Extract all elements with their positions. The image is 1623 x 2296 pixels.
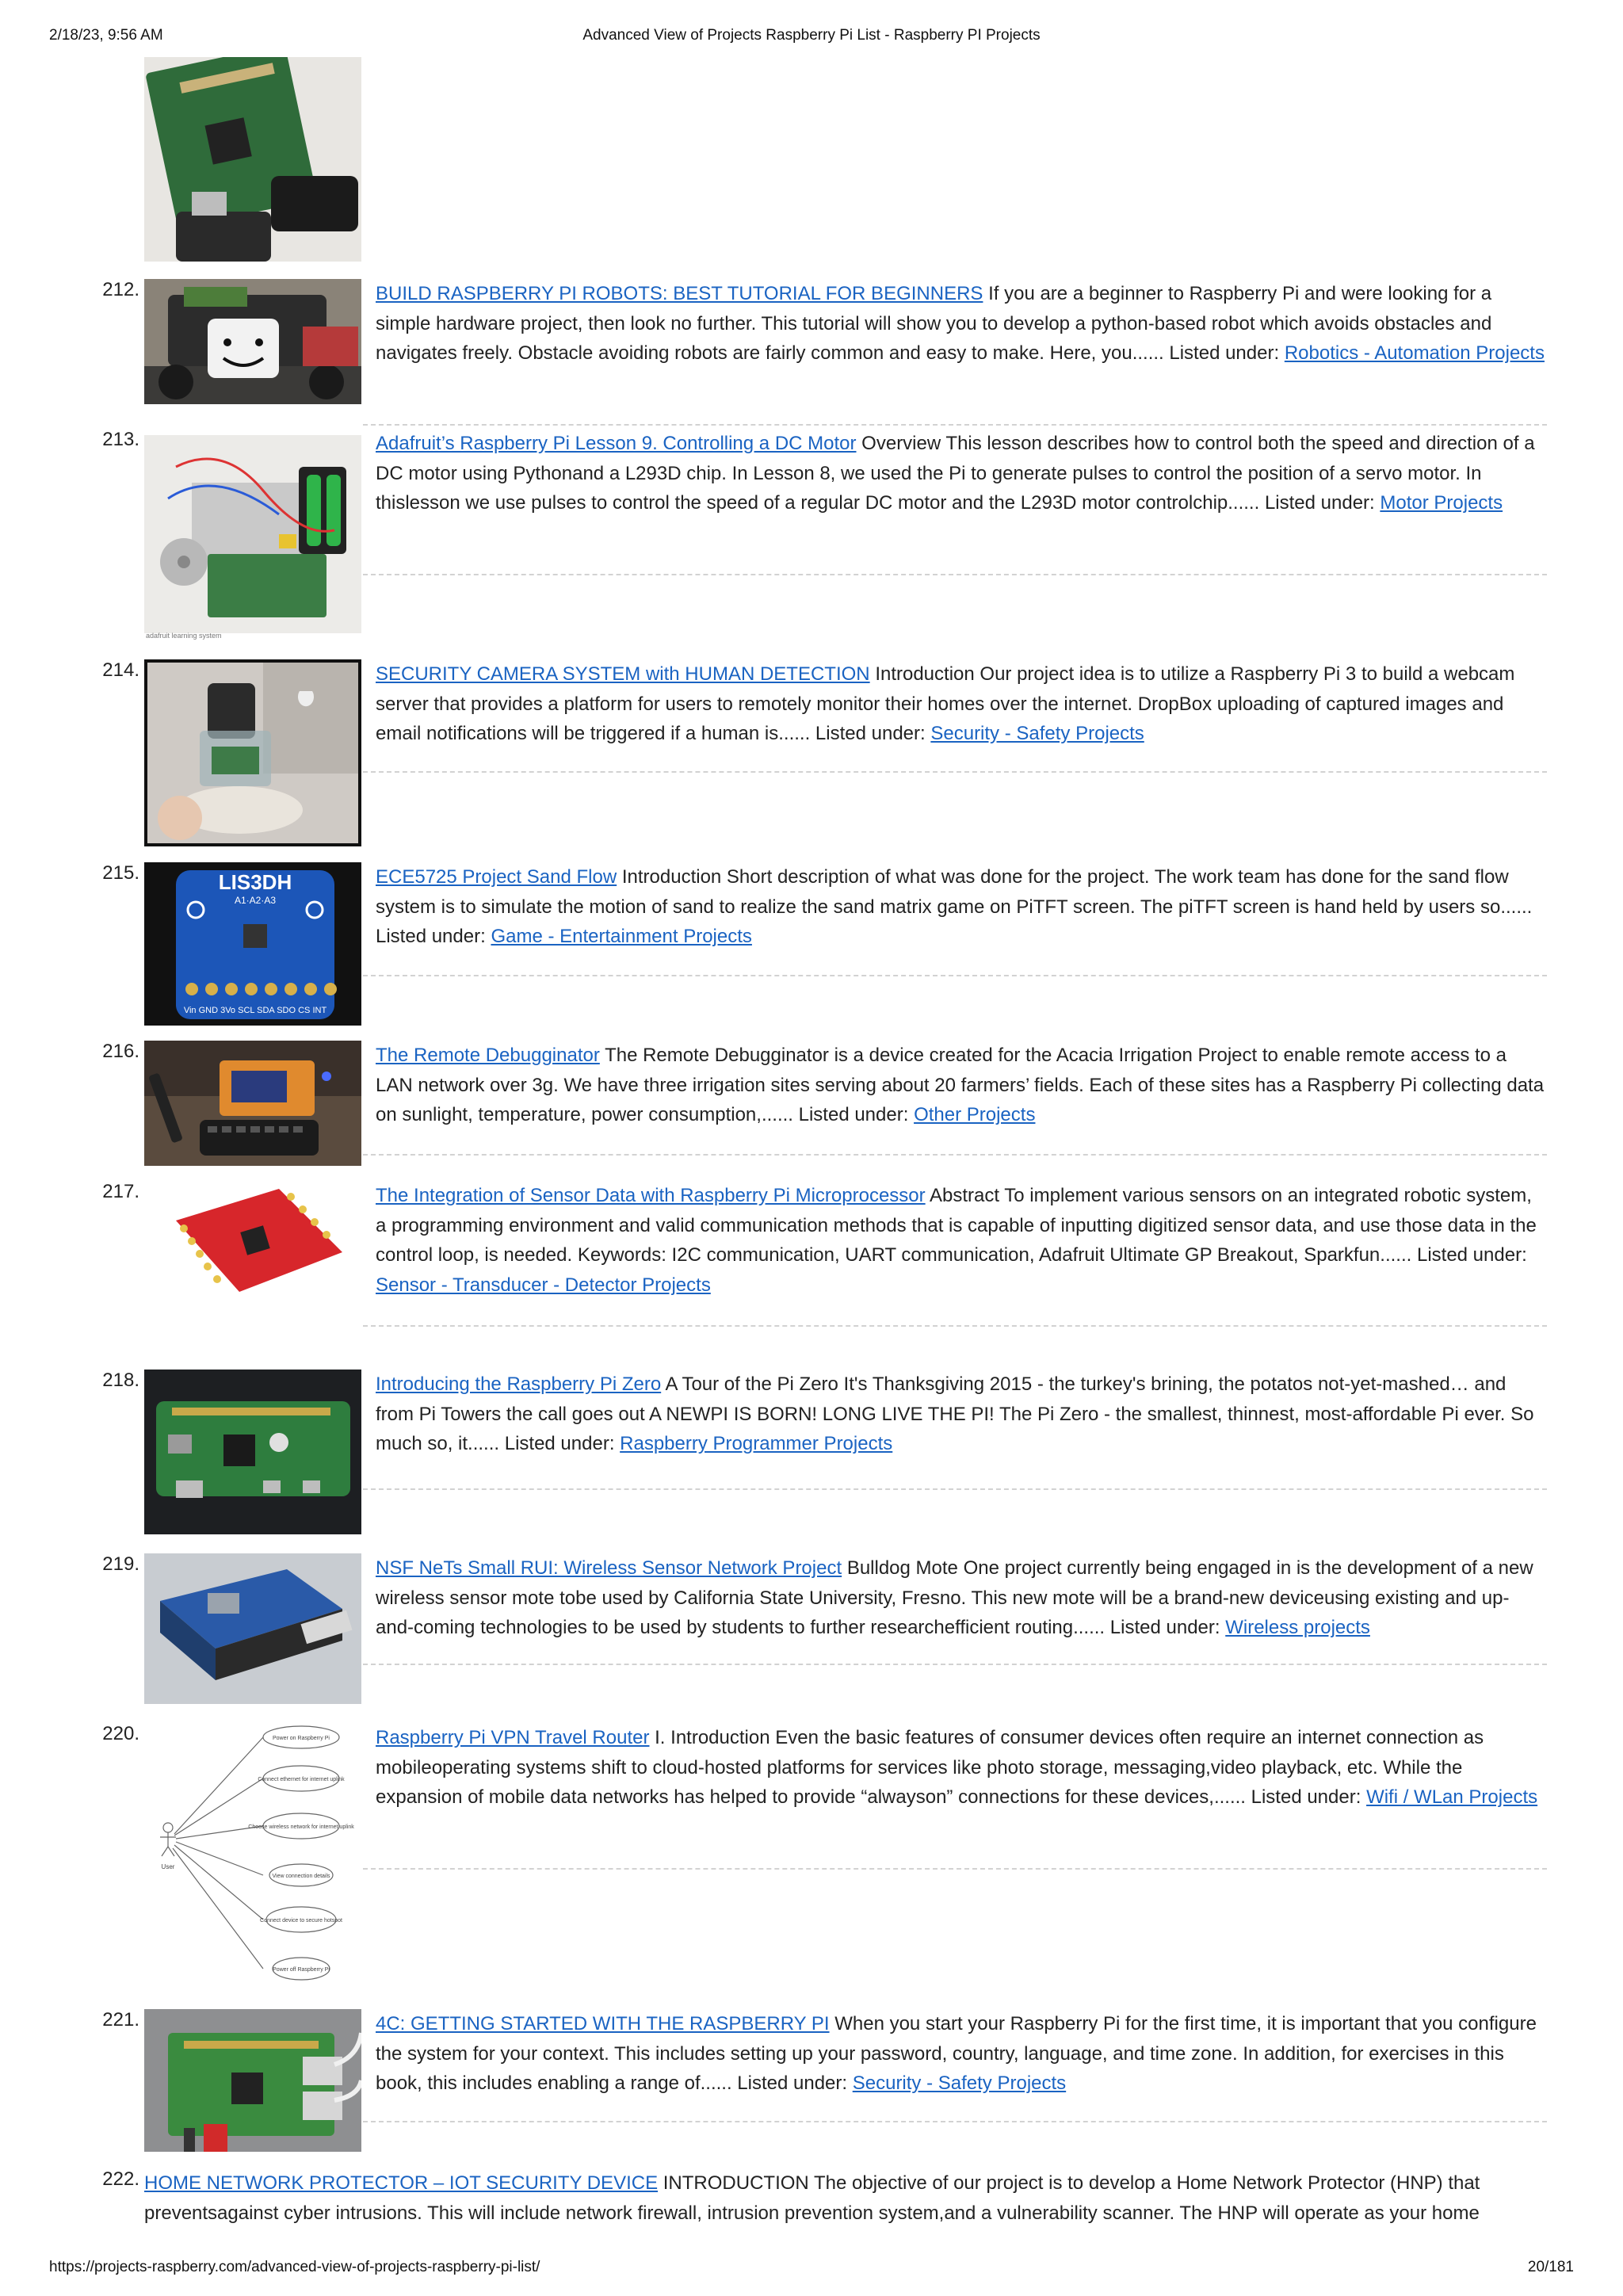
- item-description: Introduction Short description of what was done for the project. The work team has done for the sand flow system is to simulate the motion of sand to realize the sand matrix game on PiTFT screen. The piTFT screen is hand held by users so......: [376, 866, 1533, 918]
- item-number: 215.: [102, 862, 139, 884]
- item-description: Abstract To implement various sensors on an integrated robotic system, a programming environment and valid communication methods that is capable of inputting digitized sensor data, and use those data in the control loop, is needed. Keywords: I2C communication, UART communication, Adafruit Ultimate GP Breakout, Sparkfun......: [376, 1185, 1537, 1266]
- thumbnail-board-label: LIS3DH: [218, 870, 292, 894]
- listed-under-label: Listed under:: [737, 2073, 848, 2095]
- diagram-node: Connect device to secure hotspot: [260, 1918, 342, 1924]
- item-text: [376, 1723, 1547, 1813]
- item-number: 221.: [102, 2009, 139, 2030]
- diagram-node: Connect ethernet for internet uplink: [258, 1777, 345, 1782]
- listed-under-label: Listed under:: [1251, 1786, 1361, 1809]
- item-description: Introduction Our project idea is to utilize a Raspberry Pi 3 to build a webcam server that provides a platform for users to remotely monitor their homes over the internet. DropBox uploading of captured images and email notifications will be triggered if a human is......: [376, 663, 1515, 745]
- item-text: [376, 1370, 1547, 1459]
- item-text: [376, 1181, 1547, 1300]
- item-separator: [363, 2121, 1547, 2122]
- thumbnail-caption: adafruit learning system: [146, 632, 222, 640]
- item-separator: [363, 1154, 1547, 1156]
- print-header-title: Advanced View of Projects Raspberry Pi List - Raspberry PI Projects: [582, 27, 1041, 44]
- item-description: The Remote Debugginator is a device created for the Acacia Irrigation Project to enable remote access to a LAN network over 3g. We have three irrigation sites serving about 20 farmers’ fields. Each of these sites has a Raspberry Pi collecting data on sunlight, temperature, power consumption,......: [376, 1045, 1545, 1126]
- item-thumbnail[interactable]: [144, 1723, 361, 1985]
- listed-under-label: Listed under:: [504, 1433, 615, 1455]
- item-thumbnail[interactable]: [144, 659, 361, 846]
- item-category-link[interactable]: Motor Projects: [1380, 492, 1503, 514]
- item-number: 214.: [102, 659, 139, 681]
- item-title-link[interactable]: NSF NeTs Small RUI: Wireless Sensor Network Project: [376, 1557, 842, 1579]
- item-thumbnail[interactable]: [144, 862, 361, 1026]
- item-description: If you are a beginner to Raspberry Pi and were looking for a simple hardware project, then look no further. This tutorial will show you to develop a python-based robot which avoids obstacles and navigates freely. Obstacle avoiding robots are fairly common and easy to make. Here, you......: [376, 283, 1492, 365]
- item-description: When you start your Raspberry Pi for the first time, it is important that you configure the system for your context. This includes setting up your password, country, language, and time zone. In addition, for exercises in this book, this includes enabling a range of......: [376, 2013, 1537, 2095]
- item-title-link[interactable]: Adafruit’s Raspberry Pi Lesson 9. Controlling a DC Motor: [376, 433, 857, 454]
- item-description: I. Introduction Even the basic features of consumer devices often require an internet connection as mobileoperating systems shift to cloud-hosted platforms for services like photo storage, messaging,video playback, etc. While the expansion of mobile data networks has helped to provide “alwayson” connections for these devices,......: [376, 1727, 1484, 1809]
- listed-under-label: Listed under:: [376, 926, 486, 948]
- item-title-link[interactable]: HOME NETWORK PROTECTOR – IOT SECURITY DEVICE: [144, 2172, 659, 2194]
- item-separator: [363, 574, 1547, 575]
- listed-under-label: Listed under:: [1169, 342, 1280, 365]
- item-text: [376, 1553, 1547, 1643]
- item-title-link[interactable]: Raspberry Pi VPN Travel Router: [376, 1727, 650, 1748]
- item-number: 219.: [102, 1553, 139, 1575]
- item-thumbnail[interactable]: [144, 2009, 361, 2152]
- item-thumbnail[interactable]: [144, 1041, 361, 1166]
- print-footer-page-number: 20/181: [1527, 2259, 1574, 2275]
- item-separator: [363, 1325, 1547, 1327]
- diagram-node: View connection details: [272, 1874, 330, 1879]
- listed-under-label: Listed under:: [1109, 1617, 1220, 1639]
- item-title-link[interactable]: 4C: GETTING STARTED WITH THE RASPBERRY PI: [376, 2013, 830, 2034]
- item-category-link[interactable]: Game - Entertainment Projects: [491, 926, 752, 948]
- listed-under-label: Listed under:: [1416, 1244, 1527, 1266]
- item-category-link[interactable]: Sensor - Transducer - Detector Projects: [376, 1274, 711, 1296]
- item-number: 222.: [102, 2168, 139, 2190]
- item-title-link[interactable]: BUILD RASPBERRY PI ROBOTS: BEST TUTORIAL FOR BEGINNERS: [376, 283, 983, 304]
- item-thumbnail[interactable]: [144, 435, 361, 640]
- item-number: 218.: [102, 1370, 139, 1391]
- item-number: 220.: [102, 1723, 139, 1744]
- item-category-link[interactable]: Security - Safety Projects: [852, 2073, 1067, 2095]
- item-title-link[interactable]: Introducing the Raspberry Pi Zero: [376, 1373, 662, 1395]
- item-thumbnail[interactable]: [144, 1553, 361, 1704]
- item-separator: [363, 1664, 1547, 1665]
- thumbnail-board-pins: Vin GND 3Vo SCL SDA SDO CS INT: [183, 1006, 327, 1015]
- item-text: [376, 279, 1547, 369]
- item-category-link[interactable]: Wifi / WLan Projects: [1366, 1786, 1538, 1809]
- item-text: [376, 429, 1547, 518]
- listed-under-label: Listed under:: [798, 1104, 909, 1126]
- diagram-node: Power on Raspberry Pi: [273, 1736, 330, 1741]
- item-text: [376, 862, 1547, 952]
- item-number: 213.: [102, 429, 139, 450]
- item-description: Overview This lesson describes how to control both the speed and direction of a DC motor using Pythonand a L293D chip. In Lesson 8, we used the Pi to generate pulses to control the position of a servo motor. In thislesson we use pulses to control the speed of a regular DC motor and the L293D motor controlchip......: [376, 433, 1535, 514]
- item-text: [144, 2168, 1547, 2228]
- item-number: 212.: [102, 279, 139, 300]
- item-thumbnail[interactable]: [144, 1370, 361, 1534]
- item-thumbnail[interactable]: [144, 279, 361, 404]
- print-header-datetime: 2/18/23, 9:56 AM: [49, 27, 163, 44]
- item-separator: [363, 1868, 1547, 1870]
- diagram-node: Choose wireless network for internet uplink: [248, 1824, 354, 1830]
- item-category-link[interactable]: Raspberry Programmer Projects: [620, 1433, 893, 1455]
- item-title-link[interactable]: ECE5725 Project Sand Flow: [376, 866, 617, 888]
- item-separator: [363, 424, 1547, 426]
- item-description: Bulldog Mote One project currently being engaged in is the development of a new wireless sensor mote tobe used by California State University, Fresno. This new mote will be a brand-new deviceusing existing and up-and-coming technologies to be used by students to further researchefficient routing......: [376, 1557, 1533, 1639]
- diagram-node: Power off Raspberry Pi: [273, 1967, 330, 1973]
- listed-under-label: Listed under:: [815, 723, 926, 745]
- item-category-link[interactable]: Other Projects: [914, 1104, 1036, 1126]
- diagram-actor-label: User: [161, 1863, 175, 1870]
- item-separator: [363, 975, 1547, 976]
- thumbnail-board-sublabel: A1·A2·A3: [234, 895, 277, 906]
- item-thumbnail[interactable]: [144, 1181, 361, 1331]
- listed-under-label: Listed under:: [1264, 492, 1375, 514]
- item-description: INTRODUCTION The objective of our project is to develop a Home Network Protector (HNP) that preventsagainst cyber intrusions. This will include network firewall, intrusion prevention system,and a vulnerability scanner. The HNP will operate as your home: [144, 2172, 1480, 2224]
- item-separator: [363, 1488, 1547, 1490]
- item-text: [376, 1041, 1547, 1130]
- item-description: A Tour of the Pi Zero It's Thanksgiving 2015 - the turkey's brining, the potatos not-yet-mashed… and from Pi Towers the call goes out A NEWPI IS BORN! LONG LIVE THE PI! The Pi Zero - the smallest, thinnest, most-affordable Pi ever. So much so, it......: [376, 1373, 1534, 1455]
- item-number: 217.: [102, 1181, 139, 1202]
- item-text: [376, 659, 1547, 749]
- item-separator: [363, 771, 1547, 773]
- item-title-link[interactable]: The Integration of Sensor Data with Raspberry Pi Microprocessor: [376, 1185, 926, 1206]
- print-footer-url: https://projects-raspberry.com/advanced-view-of-projects-raspberry-pi-list/: [49, 2259, 540, 2275]
- item-category-link[interactable]: Robotics - Automation Projects: [1284, 342, 1545, 365]
- item-title-link[interactable]: SECURITY CAMERA SYSTEM with HUMAN DETECTION: [376, 663, 870, 685]
- item-title-link[interactable]: The Remote Debugginator: [376, 1045, 600, 1066]
- item-category-link[interactable]: Wireless projects: [1225, 1617, 1370, 1639]
- item-category-link[interactable]: Security - Safety Projects: [930, 723, 1144, 745]
- item-text: [376, 2009, 1547, 2099]
- item-number: 216.: [102, 1041, 139, 1062]
